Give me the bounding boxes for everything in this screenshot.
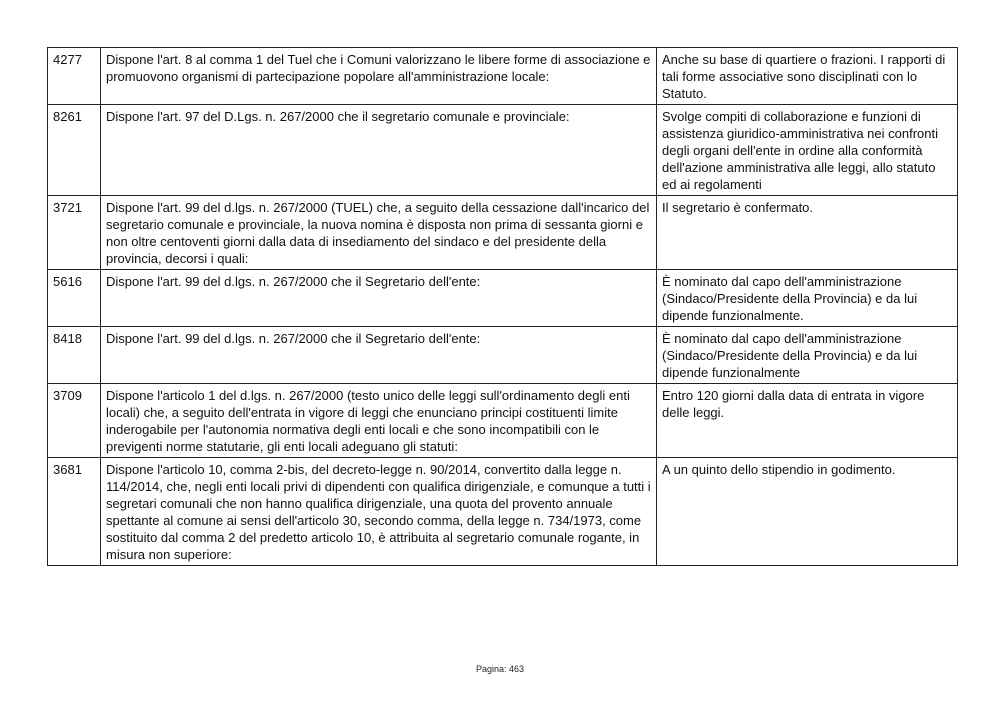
table-row (48, 48, 958, 105)
answer-text: Il segretario è confermato. (657, 196, 958, 270)
answer-text: È nominato dal capo dell'amministrazione (Sindaco/Presidente della Provincia) e da lui dipende funzionalmente (657, 327, 958, 384)
question-id: 4277 (48, 48, 101, 105)
answer-text: A un quinto dello stipendio in godimento. (657, 458, 958, 566)
table-row (48, 196, 958, 270)
question-id: 3721 (48, 196, 101, 270)
answer-text: Entro 120 giorni dalla data di entrata in vigore delle leggi. (657, 384, 958, 458)
answer-text: È nominato dal capo dell'amministrazione (Sindaco/Presidente della Provincia) e da lui dipende funzionalmente. (657, 270, 958, 327)
question-text: Dispone l'art. 99 del d.lgs. n. 267/2000 che il Segretario dell'ente: (101, 327, 657, 384)
question-text: Dispone l'art. 97 del D.Lgs. n. 267/2000 che il segretario comunale e provinciale: (101, 105, 657, 196)
table-row (48, 384, 958, 458)
questions-table (47, 47, 958, 566)
question-id: 3709 (48, 384, 101, 458)
table-row (48, 105, 958, 196)
page-number: Pagina: 463 (475, 664, 525, 674)
question-id: 3681 (48, 458, 101, 566)
question-text: Dispone l'art. 99 del d.lgs. n. 267/2000 che il Segretario dell'ente: (101, 270, 657, 327)
table-row (48, 458, 958, 566)
table-row (48, 327, 958, 384)
question-id: 5616 (48, 270, 101, 327)
question-text: Dispone l'art. 99 del d.lgs. n. 267/2000 (TUEL) che, a seguito della cessazione dall'incarico del segretario comunale e provinciale, la nuova nomina è disposta non prima di sessanta giorni e non oltre centoventi giorni dalla data di insediamento del sindaco e del presidente della provincia, decorsi i quali: (101, 196, 657, 270)
question-text: Dispone l'art. 8 al comma 1 del Tuel che i Comuni valorizzano le libere forme di associazione e promuovono organismi di partecipazione popolare all'amministrazione locale: (101, 48, 657, 105)
answer-text: Svolge compiti di collaborazione e funzioni di assistenza giuridico-amministrativa nei confronti degli organi dell'ente in ordine alla conformità dell'azione amministrativa alle leggi, allo statuto ed ai regolamenti (657, 105, 958, 196)
question-text: Dispone l'articolo 10, comma 2-bis, del decreto-legge n. 90/2014, convertito dalla legge n. 114/2014, che, negli enti locali privi di dipendenti con qualifica dirigenziale, e comunque a tutti i segretari comunali che non hanno qualifica dirigenziale, una quota del provento annuale spettante al comune ai sensi dell'articolo 30, secondo comma, della legge n. 734/1973, come sostituito dal comma 2 del predetto articolo 10, è attribuita al segretario comunale rogante, in misura non superiore: (101, 458, 657, 566)
question-id: 8418 (48, 327, 101, 384)
question-id: 8261 (48, 105, 101, 196)
question-text: Dispone l'articolo 1 del d.lgs. n. 267/2000 (testo unico delle leggi sull'ordinamento degli enti locali) che, a seguito dell'entrata in vigore di leggi che enunciano principi costituenti limite inderogabile per l'autonomia normativa degli enti locali e che sono incompatibili con le previgenti norme statutarie, gli enti locali adeguano gli statuti: (101, 384, 657, 458)
answer-text: Anche su base di quartiere o frazioni. I rapporti di tali forme associative sono disciplinati con lo Statuto. (657, 48, 958, 105)
table-row (48, 270, 958, 327)
